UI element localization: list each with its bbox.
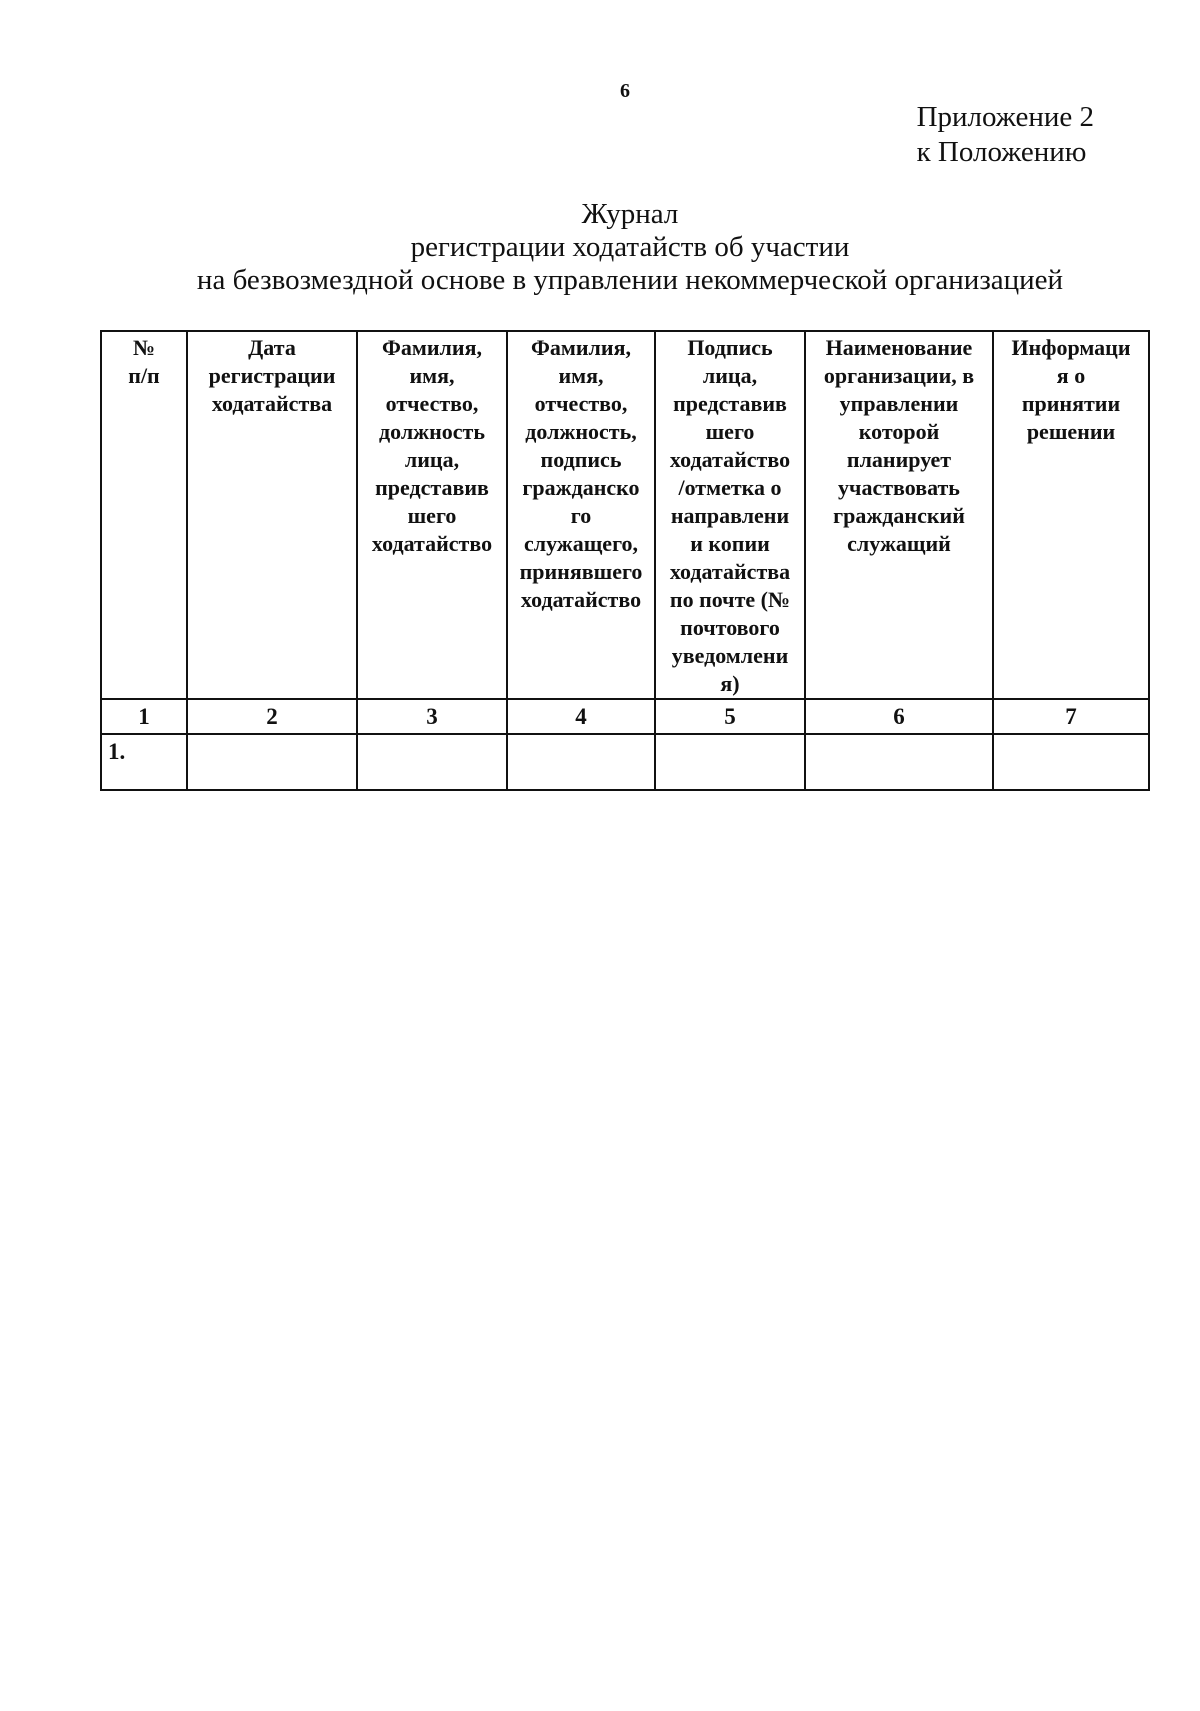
title-line-2: регистрации ходатайств об участии — [410, 231, 850, 263]
header-text-line: уведомлени — [671, 643, 789, 668]
header-text-line: Фамилия, — [531, 335, 631, 360]
column-number: 1 — [101, 699, 187, 734]
header-text-line: служащего, — [523, 531, 639, 556]
header-text-line: ходатайства — [669, 559, 791, 584]
annex-line-1: Приложение 2 — [916, 101, 1094, 133]
header-text-line: должность — [378, 419, 485, 444]
header-text-line: почтового — [680, 615, 780, 640]
table-row — [101, 734, 1149, 790]
header-text-line: принятии — [1021, 391, 1121, 416]
header-text-line: направлени — [670, 503, 790, 528]
header-text-line: шего — [407, 503, 457, 528]
column-number: 6 — [805, 699, 993, 734]
header-applicant — [357, 331, 507, 699]
header-text-line: Фамилия, — [382, 335, 482, 360]
header-text-line: организации, в — [823, 363, 975, 388]
header-text-line: Информаци — [1011, 335, 1131, 360]
table-cell — [357, 734, 507, 790]
header-text-line: принявшего — [519, 559, 643, 584]
title-line-1: Журнал — [581, 198, 679, 230]
column-number: 5 — [655, 699, 805, 734]
table-cell — [805, 734, 993, 790]
header-text-line: имя, — [558, 363, 604, 388]
header-text-line: и копии — [690, 531, 770, 556]
header-text-line: отчество, — [534, 391, 628, 416]
header-text-line: управлении — [839, 391, 959, 416]
header-text-line: подпись — [540, 447, 622, 472]
header-text-line: решении — [1026, 419, 1116, 444]
table-cell — [993, 734, 1149, 790]
annex-line-2: к Положению — [916, 136, 1087, 168]
registration-journal-table — [100, 330, 1150, 791]
header-text-line: отчество, — [385, 391, 479, 416]
header-text-line: регистрации — [208, 363, 336, 388]
table-cell — [655, 734, 805, 790]
column-number: 2 — [187, 699, 357, 734]
title-line-3: на безвозмездной основе в управлении некоммерческой организацией — [196, 264, 1064, 296]
header-text-line: ходатайство — [371, 531, 493, 556]
header-text-line: ходатайства — [211, 391, 333, 416]
header-registration-date — [187, 331, 357, 699]
header-text-line: шего — [705, 419, 755, 444]
header-text-line: № — [132, 335, 156, 360]
header-text-line: представив — [673, 391, 787, 416]
header-text-line: лица, — [702, 363, 758, 388]
header-text-line: я) — [720, 671, 740, 696]
column-number: 3 — [357, 699, 507, 734]
header-text-line: участвовать — [838, 475, 960, 500]
column-number: 4 — [507, 699, 655, 734]
header-text-line: я о — [1056, 363, 1086, 388]
document-title — [0, 198, 1200, 297]
header-text-line: го — [570, 503, 592, 528]
header-row — [101, 331, 1149, 699]
header-receiving-officer — [507, 331, 655, 699]
page-number: 6 — [620, 80, 630, 102]
column-number-row — [101, 699, 1149, 734]
header-text-line: которой — [858, 419, 940, 444]
table-cell — [507, 734, 655, 790]
header-text-line: служащий — [847, 531, 951, 556]
header-text-line: имя, — [409, 363, 455, 388]
header-text-line: гражданско — [522, 475, 640, 500]
header-number — [101, 331, 187, 699]
header-organization-name — [805, 331, 993, 699]
header-text-line: ходатайство — [669, 447, 791, 472]
header-text-line: гражданский — [833, 503, 965, 528]
header-text-line: Дата — [248, 335, 296, 360]
table-cell — [187, 734, 357, 790]
header-decision-info — [993, 331, 1149, 699]
header-text-line: ходатайство — [520, 587, 642, 612]
header-text-line: /отметка о — [678, 475, 782, 500]
header-text-line: представив — [375, 475, 489, 500]
header-signature-mailing — [655, 331, 805, 699]
header-text-line: должность, — [525, 419, 637, 444]
header-text-line: п/п — [128, 363, 160, 388]
header-text-line: планирует — [846, 447, 952, 472]
header-text-line: Подпись — [687, 335, 773, 360]
column-number: 7 — [993, 699, 1149, 734]
table-cell: 1. — [101, 734, 187, 790]
annex-reference — [917, 100, 1094, 170]
header-text-line: лица, — [404, 447, 460, 472]
header-text-line: по почте (№ — [669, 587, 791, 612]
header-text-line: Наименование — [825, 335, 973, 360]
